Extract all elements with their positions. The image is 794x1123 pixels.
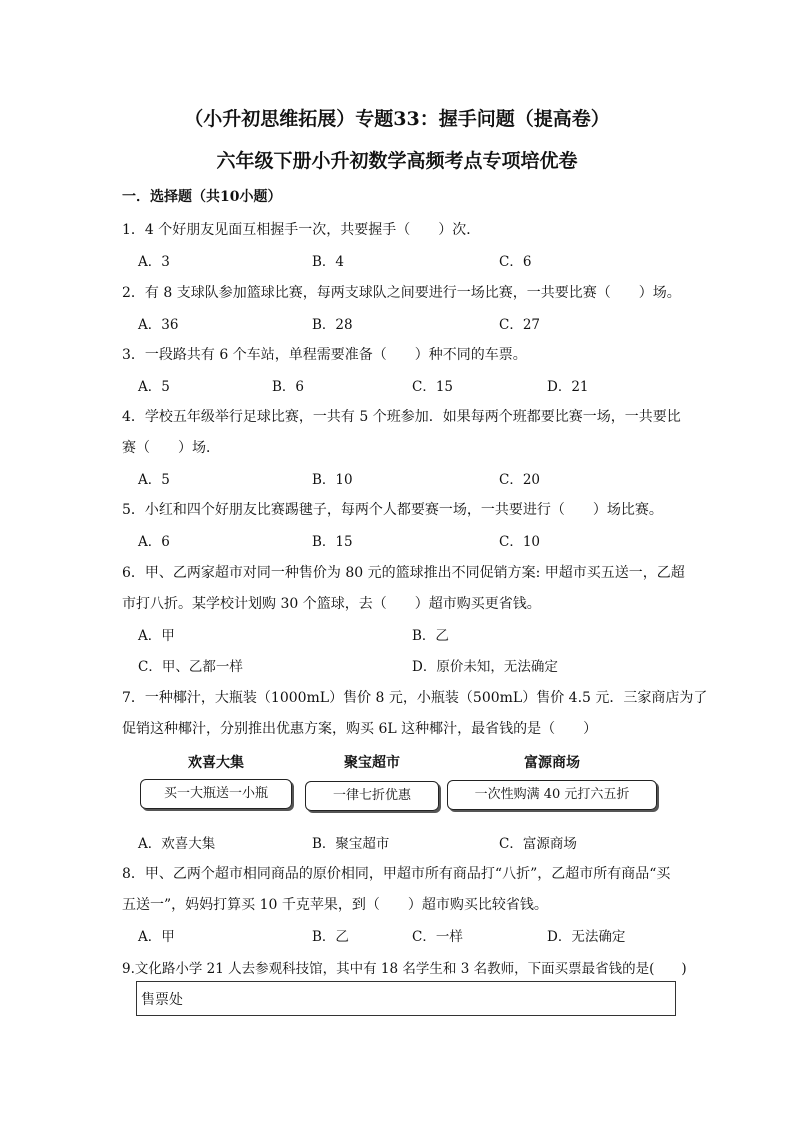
q4-option-b[interactable]: B．10: [312, 472, 353, 488]
ticket-office-box: [136, 981, 676, 1016]
section-heading: 一．选择题（共10小题）: [122, 189, 282, 205]
question-9: 9.文化路小学 21 人去参观科技馆，其中有 18 名学生和 3 名教师，下面买票最省钱的是( ): [122, 961, 687, 977]
q8-option-a[interactable]: A．甲: [138, 929, 175, 945]
q1-option-c[interactable]: C．6: [499, 254, 532, 270]
question-5: 5．小红和四个好朋友比赛踢毽子，每两个人都要赛一场，一共要进行（ ）场比赛。: [122, 502, 663, 518]
q3-option-a[interactable]: A．5: [138, 379, 170, 395]
q8-option-d[interactable]: D．无法确定: [547, 929, 626, 945]
q4-option-a[interactable]: A．5: [138, 472, 170, 488]
q2-option-b[interactable]: B．28: [312, 317, 353, 333]
promo-box-jubao: 一律七折优惠: [305, 781, 439, 811]
q5-option-b[interactable]: B．15: [312, 534, 353, 550]
q5-option-c[interactable]: C．10: [499, 534, 541, 550]
question-2: 2．有 8 支球队参加篮球比赛，每两支球队之间要进行一场比赛，一共要比赛（ ）场。: [122, 285, 681, 301]
q4-option-c[interactable]: C．20: [499, 472, 541, 488]
subtitle: 六年级下册小升初数学高频考点专项培优卷: [216, 150, 578, 172]
q3-option-b[interactable]: B．6: [272, 379, 305, 395]
q7-option-b[interactable]: B．聚宝超市: [312, 836, 390, 852]
question-4-line-1: 4．学校五年级举行足球比赛，一共有 5 个班参加．如果每两个班都要比赛一场，一共要比: [122, 409, 681, 425]
q7-option-c[interactable]: C．富源商场: [499, 836, 577, 852]
promo-box-huanxi: 买一大瓶送一小瓶: [140, 779, 292, 809]
store-name-fuyuan: 富源商场: [524, 755, 580, 771]
q1-option-a[interactable]: A．3: [138, 254, 170, 270]
q1-option-b[interactable]: B．4: [312, 254, 345, 270]
question-8-line-1: 8．甲、乙两个超市相同商品的原价相同，甲超市所有商品打“八折”，乙超市所有商品“买: [122, 866, 671, 882]
question-6-line-1: 6．甲、乙两家超市对同一种售价为 80 元的篮球推出不同促销方案: 甲超市买五送一，乙超: [122, 565, 685, 581]
q8-option-c[interactable]: C．一样: [412, 929, 463, 945]
q6-option-b[interactable]: B．乙: [412, 628, 449, 644]
q3-option-c[interactable]: C．15: [412, 379, 454, 395]
question-7-line-2: 促销这种椰汁，分别推出优惠方案，购买 6L 这种椰汁，最省钱的是（ ）: [122, 721, 598, 737]
store-name-huanxi: 欢喜大集: [188, 755, 244, 771]
q2-option-c[interactable]: C．27: [499, 317, 541, 333]
question-1: 1．4 个好朋友见面互相握手一次，共要握手（ ）次．: [122, 222, 481, 238]
ticket-office-label: 售票处: [141, 992, 183, 1008]
question-4-line-2: 赛（ ）场．: [122, 440, 220, 456]
question-7-line-1: 7．一种椰汁，大瓶装（1000mL）售价 8 元，小瓶装（500mL）售价 4.5 元．三家商店为了: [122, 690, 708, 706]
question-3: 3．一段路共有 6 个车站，单程需要准备（ ）种不同的车票。: [122, 347, 527, 363]
q6-option-d[interactable]: D．原价未知，无法确定: [412, 659, 558, 675]
question-6-line-2: 市打八折。某学校计划购 30 个篮球，去（ ）超市购买更省钱。: [122, 596, 541, 612]
q6-option-c[interactable]: C．甲、乙都一样: [138, 659, 243, 675]
q2-option-a[interactable]: A．36: [138, 317, 179, 333]
q6-option-a[interactable]: A．甲: [138, 628, 175, 644]
promo-box-fuyuan: 一次性购满 40 元打六五折: [447, 780, 657, 810]
q5-option-a[interactable]: A．6: [138, 534, 170, 550]
main-title: （小升初思维拓展）专题33：握手问题（提高卷）: [184, 108, 610, 130]
q3-option-d[interactable]: D．21: [547, 379, 589, 395]
q7-option-a[interactable]: A．欢喜大集: [138, 836, 216, 852]
q8-option-b[interactable]: B．乙: [312, 929, 349, 945]
question-8-line-2: 五送一”，妈妈打算买 10 千克苹果，到（ ）超市购买比较省钱。: [122, 897, 548, 913]
store-name-jubao: 聚宝超市: [344, 755, 400, 771]
